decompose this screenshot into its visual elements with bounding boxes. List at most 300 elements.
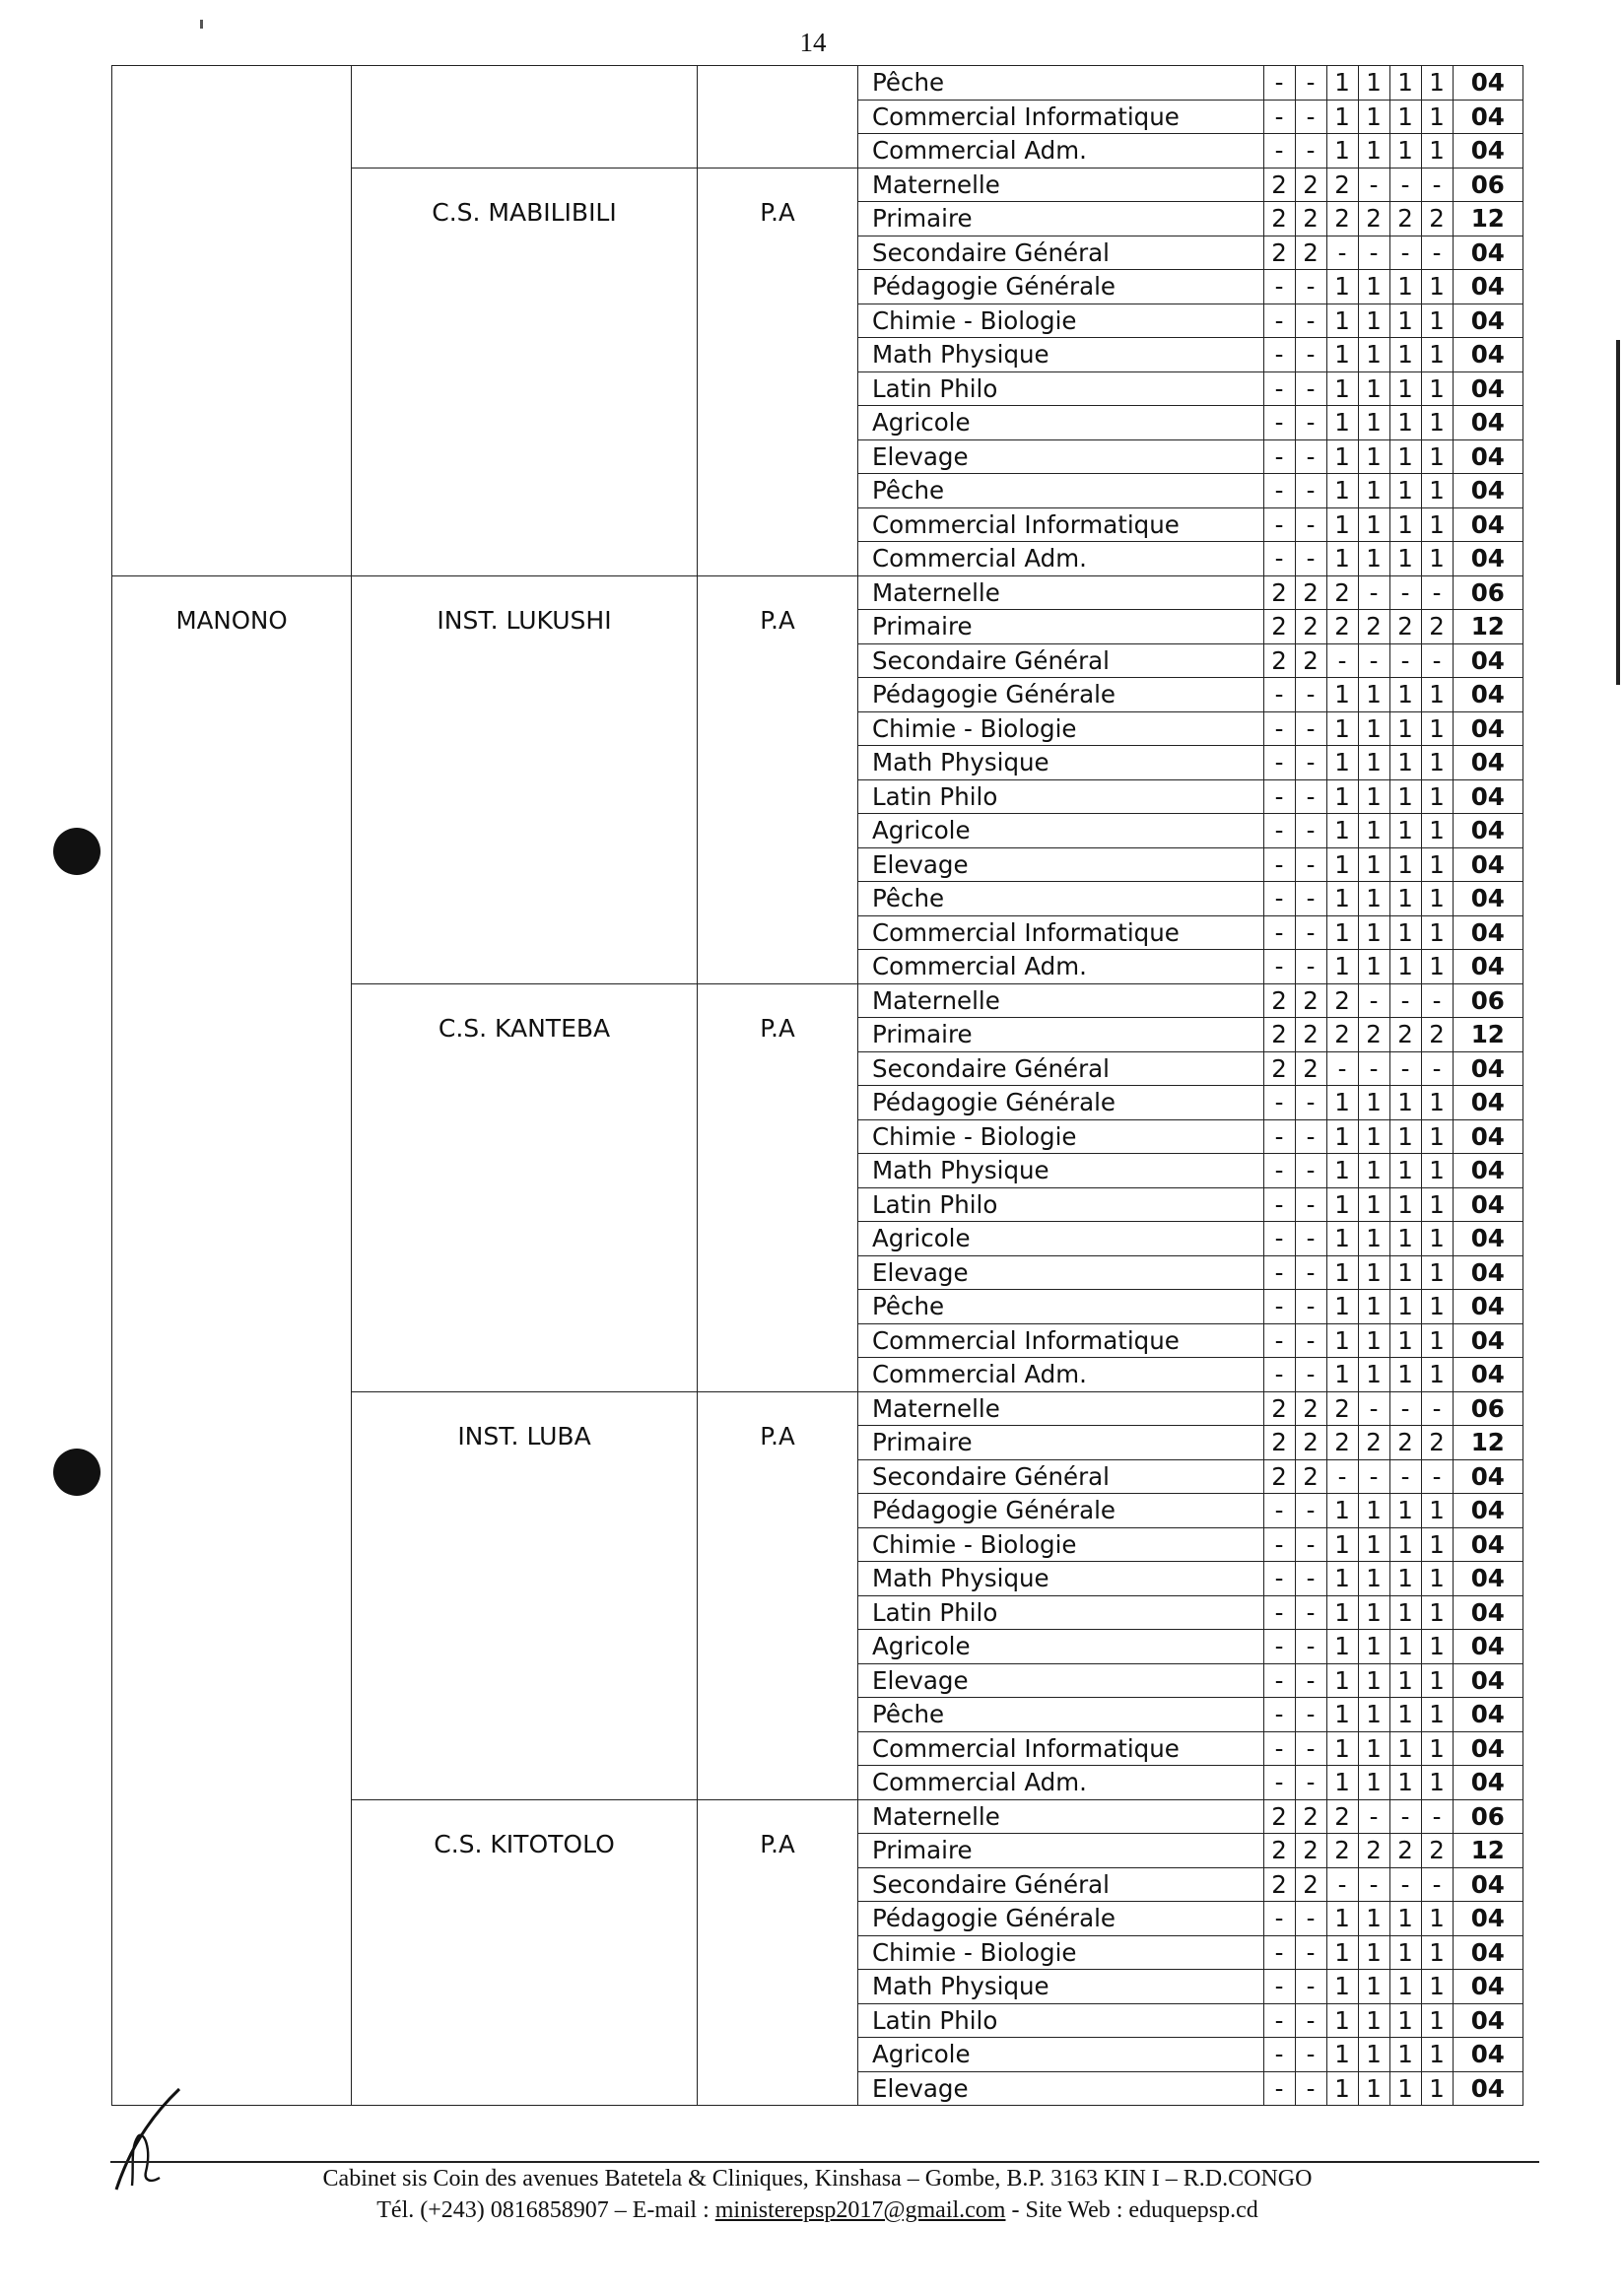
total-classes: 04 [1453, 711, 1522, 746]
option-name: Pédagogie Générale [858, 1494, 1264, 1528]
class-count-4: - [1358, 1867, 1389, 1902]
class-count-2: - [1295, 1290, 1326, 1324]
class-count-6: 1 [1421, 2038, 1453, 2072]
class-count-2: - [1295, 711, 1326, 746]
class-count-4: 1 [1358, 746, 1389, 780]
class-count-5: 1 [1389, 882, 1421, 916]
class-count-1: - [1263, 847, 1295, 882]
class-count-1: - [1263, 711, 1295, 746]
school-name-cell: INST. LUKUSHI [352, 575, 698, 983]
class-count-4: 1 [1358, 1119, 1389, 1154]
class-count-5: 1 [1389, 711, 1421, 746]
class-count-2: - [1295, 814, 1326, 848]
total-classes: 04 [1453, 678, 1522, 712]
class-count-4: - [1358, 643, 1389, 678]
class-count-2: - [1295, 1323, 1326, 1358]
total-classes: 04 [1453, 1051, 1522, 1086]
class-count-2: 2 [1295, 1799, 1326, 1834]
option-name: Latin Philo [858, 2003, 1264, 2038]
class-count-2: - [1295, 507, 1326, 542]
option-name: Math Physique [858, 338, 1264, 372]
class-count-2: - [1295, 66, 1326, 101]
total-classes: 04 [1453, 134, 1522, 169]
class-count-3: 1 [1326, 1902, 1358, 1936]
class-count-6: - [1421, 575, 1453, 610]
class-count-5: 1 [1389, 338, 1421, 372]
option-name: Commercial Adm. [858, 1766, 1264, 1800]
class-count-1: - [1263, 814, 1295, 848]
option-name: Pédagogie Générale [858, 678, 1264, 712]
class-count-6: 1 [1421, 474, 1453, 508]
total-classes: 12 [1453, 610, 1522, 644]
class-count-3: 2 [1326, 1391, 1358, 1426]
class-count-2: - [1295, 1698, 1326, 1732]
school-name-cell: INST. LUBA [352, 1391, 698, 1799]
class-count-6: 1 [1421, 746, 1453, 780]
total-classes: 04 [1453, 1562, 1522, 1596]
total-classes: 06 [1453, 575, 1522, 610]
class-count-6: 1 [1421, 1970, 1453, 2004]
territory-cell [112, 66, 352, 576]
class-count-4: 2 [1358, 1834, 1389, 1868]
class-count-6: 1 [1421, 1663, 1453, 1698]
option-name: Secondaire Général [858, 1051, 1264, 1086]
class-count-3: 1 [1326, 1935, 1358, 1970]
class-count-5: 1 [1389, 1902, 1421, 1936]
total-classes: 04 [1453, 1086, 1522, 1120]
class-count-4: 1 [1358, 1222, 1389, 1256]
class-count-1: - [1263, 338, 1295, 372]
class-count-6: - [1421, 168, 1453, 202]
class-count-5: 1 [1389, 304, 1421, 338]
option-name: Pédagogie Générale [858, 1902, 1264, 1936]
total-classes: 04 [1453, 1595, 1522, 1630]
class-count-4: - [1358, 168, 1389, 202]
class-count-3: 1 [1326, 882, 1358, 916]
option-name: Chimie - Biologie [858, 1119, 1264, 1154]
option-name: Math Physique [858, 1154, 1264, 1188]
total-classes: 04 [1453, 1358, 1522, 1392]
class-count-1: - [1263, 678, 1295, 712]
school-options-table [111, 65, 1523, 2106]
class-count-1: - [1263, 1154, 1295, 1188]
class-count-3: 1 [1326, 507, 1358, 542]
footer-phone: Tél. (+243) 0816858907 – E-mail : [376, 2197, 715, 2223]
class-count-5: - [1389, 575, 1421, 610]
class-count-3: 1 [1326, 1970, 1358, 2004]
class-count-4: 1 [1358, 304, 1389, 338]
class-count-6: - [1421, 1391, 1453, 1426]
class-count-2: - [1295, 406, 1326, 440]
class-count-4: 1 [1358, 882, 1389, 916]
class-count-6: 1 [1421, 915, 1453, 950]
class-count-3: 1 [1326, 950, 1358, 984]
class-count-5: - [1389, 236, 1421, 270]
class-count-4: 2 [1358, 610, 1389, 644]
option-name: Agricole [858, 406, 1264, 440]
option-name: Commercial Informatique [858, 1731, 1264, 1766]
class-count-2: 2 [1295, 1834, 1326, 1868]
class-count-6: 1 [1421, 406, 1453, 440]
class-count-4: 1 [1358, 711, 1389, 746]
class-count-4: 2 [1358, 202, 1389, 236]
total-classes: 04 [1453, 814, 1522, 848]
class-count-4: 2 [1358, 1018, 1389, 1052]
class-count-3: - [1326, 1459, 1358, 1494]
option-name: Secondaire Général [858, 643, 1264, 678]
class-count-4: 1 [1358, 847, 1389, 882]
class-count-1: - [1263, 100, 1295, 134]
option-name: Maternelle [858, 1391, 1264, 1426]
total-classes: 04 [1453, 1766, 1522, 1800]
class-count-3: 1 [1326, 2003, 1358, 2038]
class-count-4: 1 [1358, 814, 1389, 848]
total-classes: 04 [1453, 1255, 1522, 1290]
class-count-1: - [1263, 1630, 1295, 1664]
class-count-2: - [1295, 746, 1326, 780]
class-count-5: 1 [1389, 1255, 1421, 1290]
total-classes: 04 [1453, 1187, 1522, 1222]
class-count-2: - [1295, 338, 1326, 372]
class-count-6: 1 [1421, 1494, 1453, 1528]
class-count-6: 1 [1421, 1154, 1453, 1188]
total-classes: 04 [1453, 746, 1522, 780]
class-count-3: - [1326, 1051, 1358, 1086]
option-name: Primaire [858, 1426, 1264, 1460]
class-count-4: 1 [1358, 1358, 1389, 1392]
total-classes: 04 [1453, 1663, 1522, 1698]
class-count-4: - [1358, 1799, 1389, 1834]
class-count-2: - [1295, 1222, 1326, 1256]
class-count-3: 1 [1326, 1562, 1358, 1596]
class-count-6: 1 [1421, 779, 1453, 814]
class-count-4: 1 [1358, 1086, 1389, 1120]
class-count-6: - [1421, 643, 1453, 678]
class-count-3: 2 [1326, 575, 1358, 610]
class-count-2: - [1295, 474, 1326, 508]
class-count-1: - [1263, 1290, 1295, 1324]
class-count-5: - [1389, 983, 1421, 1018]
class-count-2: - [1295, 1086, 1326, 1120]
class-count-4: 1 [1358, 507, 1389, 542]
class-count-3: 2 [1326, 1018, 1358, 1052]
class-count-6: 1 [1421, 371, 1453, 406]
class-count-1: - [1263, 1595, 1295, 1630]
class-count-1: - [1263, 1562, 1295, 1596]
total-classes: 06 [1453, 983, 1522, 1018]
class-count-4: 1 [1358, 950, 1389, 984]
class-count-3: 1 [1326, 814, 1358, 848]
class-count-1: - [1263, 950, 1295, 984]
margin-mark [1616, 340, 1620, 685]
class-count-3: 2 [1326, 1834, 1358, 1868]
option-name: Math Physique [858, 1562, 1264, 1596]
class-count-4: 1 [1358, 134, 1389, 169]
class-count-4: 1 [1358, 2071, 1389, 2106]
class-count-3: 1 [1326, 1698, 1358, 1732]
class-count-5: 1 [1389, 406, 1421, 440]
class-count-1: - [1263, 1731, 1295, 1766]
class-count-6: 1 [1421, 270, 1453, 304]
class-count-4: - [1358, 1391, 1389, 1426]
class-count-4: 1 [1358, 474, 1389, 508]
class-count-6: 2 [1421, 1018, 1453, 1052]
footer-email-link[interactable]: ministerepsp2017@gmail.com [714, 2197, 1006, 2223]
total-classes: 04 [1453, 2038, 1522, 2072]
class-count-3: 1 [1326, 1222, 1358, 1256]
class-count-1: 2 [1263, 1426, 1295, 1460]
class-count-6: 1 [1421, 847, 1453, 882]
class-count-5: 1 [1389, 1290, 1421, 1324]
class-count-3: 1 [1326, 1663, 1358, 1698]
class-count-6: 1 [1421, 1630, 1453, 1664]
option-name: Chimie - Biologie [858, 1935, 1264, 1970]
class-count-4: 1 [1358, 1970, 1389, 2004]
class-count-6: 1 [1421, 338, 1453, 372]
option-name: Pêche [858, 1698, 1264, 1732]
option-name: Secondaire Général [858, 1459, 1264, 1494]
regime-cell: P.A [697, 1391, 857, 1799]
scan-mark [200, 20, 203, 29]
class-count-1: 2 [1263, 610, 1295, 644]
class-count-1: - [1263, 1766, 1295, 1800]
class-count-2: - [1295, 847, 1326, 882]
class-count-1: - [1263, 66, 1295, 101]
class-count-5: 1 [1389, 847, 1421, 882]
class-count-2: - [1295, 2038, 1326, 2072]
class-count-1: 2 [1263, 1834, 1295, 1868]
class-count-5: 1 [1389, 100, 1421, 134]
total-classes: 04 [1453, 1731, 1522, 1766]
class-count-5: 1 [1389, 1562, 1421, 1596]
class-count-1: - [1263, 2038, 1295, 2072]
class-count-4: 1 [1358, 1766, 1389, 1800]
class-count-1: - [1263, 1222, 1295, 1256]
class-count-5: 1 [1389, 2038, 1421, 2072]
class-count-6: 1 [1421, 678, 1453, 712]
total-classes: 12 [1453, 1834, 1522, 1868]
class-count-5: 1 [1389, 1086, 1421, 1120]
class-count-4: 2 [1358, 1426, 1389, 1460]
class-count-2: - [1295, 1663, 1326, 1698]
class-count-3: 1 [1326, 1119, 1358, 1154]
class-count-5: 2 [1389, 1018, 1421, 1052]
class-count-4: - [1358, 983, 1389, 1018]
total-classes: 06 [1453, 1391, 1522, 1426]
class-count-3: 2 [1326, 168, 1358, 202]
regime-cell: P.A [697, 983, 857, 1391]
class-count-1: - [1263, 304, 1295, 338]
class-count-4: 1 [1358, 1731, 1389, 1766]
class-count-5: 1 [1389, 1527, 1421, 1562]
class-count-1: - [1263, 2071, 1295, 2106]
class-count-4: 1 [1358, 1527, 1389, 1562]
class-count-2: - [1295, 1154, 1326, 1188]
class-count-2: - [1295, 1494, 1326, 1528]
class-count-4: 1 [1358, 1630, 1389, 1664]
class-count-2: - [1295, 1527, 1326, 1562]
option-name: Primaire [858, 1018, 1264, 1052]
class-count-1: 2 [1263, 1391, 1295, 1426]
total-classes: 06 [1453, 168, 1522, 202]
class-count-5: 1 [1389, 1595, 1421, 1630]
class-count-4: 1 [1358, 542, 1389, 576]
total-classes: 04 [1453, 371, 1522, 406]
class-count-1: - [1263, 1323, 1295, 1358]
total-classes: 04 [1453, 270, 1522, 304]
option-name: Elevage [858, 1255, 1264, 1290]
class-count-4: 1 [1358, 1290, 1389, 1324]
class-count-1: 2 [1263, 575, 1295, 610]
class-count-5: 1 [1389, 1970, 1421, 2004]
class-count-6: 1 [1421, 1086, 1453, 1120]
class-count-1: - [1263, 474, 1295, 508]
class-count-2: - [1295, 1766, 1326, 1800]
class-count-5: 1 [1389, 439, 1421, 474]
class-count-5: 1 [1389, 915, 1421, 950]
class-count-5: 1 [1389, 2003, 1421, 2038]
option-name: Primaire [858, 1834, 1264, 1868]
regime-cell: P.A [697, 575, 857, 983]
class-count-4: 1 [1358, 66, 1389, 101]
class-count-2: 2 [1295, 168, 1326, 202]
class-count-1: - [1263, 2003, 1295, 2038]
class-count-5: 2 [1389, 1426, 1421, 1460]
option-name: Elevage [858, 847, 1264, 882]
class-count-3: 1 [1326, 1187, 1358, 1222]
option-name: Primaire [858, 202, 1264, 236]
class-count-6: 1 [1421, 1562, 1453, 1596]
option-name: Math Physique [858, 1970, 1264, 2004]
total-classes: 04 [1453, 950, 1522, 984]
class-count-5: 1 [1389, 542, 1421, 576]
class-count-5: 1 [1389, 66, 1421, 101]
option-name: Elevage [858, 2071, 1264, 2106]
school-name-cell [352, 66, 698, 169]
table-row [112, 575, 1523, 610]
regime-cell: P.A [697, 168, 857, 575]
class-count-1: - [1263, 1358, 1295, 1392]
class-count-1: - [1263, 915, 1295, 950]
class-count-6: 1 [1421, 1595, 1453, 1630]
class-count-5: 1 [1389, 950, 1421, 984]
class-count-3: 2 [1326, 610, 1358, 644]
class-count-6: 1 [1421, 950, 1453, 984]
class-count-3: - [1326, 1867, 1358, 1902]
class-count-3: 1 [1326, 1731, 1358, 1766]
class-count-2: - [1295, 1187, 1326, 1222]
class-count-1: 2 [1263, 168, 1295, 202]
class-count-6: 1 [1421, 1255, 1453, 1290]
class-count-2: - [1295, 882, 1326, 916]
total-classes: 04 [1453, 1698, 1522, 1732]
class-count-5: 1 [1389, 1494, 1421, 1528]
total-classes: 04 [1453, 779, 1522, 814]
option-name: Maternelle [858, 168, 1264, 202]
class-count-4: - [1358, 1459, 1389, 1494]
total-classes: 12 [1453, 1426, 1522, 1460]
option-name: Commercial Informatique [858, 100, 1264, 134]
total-classes: 04 [1453, 1970, 1522, 2004]
option-name: Pédagogie Générale [858, 270, 1264, 304]
class-count-3: 1 [1326, 1255, 1358, 1290]
class-count-2: - [1295, 950, 1326, 984]
class-count-6: 2 [1421, 1834, 1453, 1868]
option-name: Primaire [858, 610, 1264, 644]
option-name: Pêche [858, 66, 1264, 101]
option-name: Latin Philo [858, 1595, 1264, 1630]
class-count-1: - [1263, 439, 1295, 474]
class-count-4: 1 [1358, 2003, 1389, 2038]
class-count-6: 1 [1421, 1323, 1453, 1358]
class-count-6: 1 [1421, 542, 1453, 576]
class-count-2: - [1295, 1119, 1326, 1154]
class-count-5: - [1389, 1051, 1421, 1086]
class-count-3: 1 [1326, 746, 1358, 780]
option-name: Agricole [858, 814, 1264, 848]
class-count-2: - [1295, 542, 1326, 576]
class-count-2: - [1295, 1935, 1326, 1970]
class-count-4: 1 [1358, 371, 1389, 406]
class-count-6: - [1421, 1459, 1453, 1494]
class-count-3: 2 [1326, 1799, 1358, 1834]
class-count-2: - [1295, 270, 1326, 304]
class-count-3: 1 [1326, 542, 1358, 576]
class-count-2: - [1295, 1902, 1326, 1936]
total-classes: 04 [1453, 1222, 1522, 1256]
class-count-4: 1 [1358, 1663, 1389, 1698]
class-count-1: - [1263, 542, 1295, 576]
class-count-3: 1 [1326, 1154, 1358, 1188]
class-count-2: - [1295, 1255, 1326, 1290]
class-count-5: 1 [1389, 1663, 1421, 1698]
class-count-5: 1 [1389, 779, 1421, 814]
total-classes: 12 [1453, 1018, 1522, 1052]
total-classes: 04 [1453, 304, 1522, 338]
class-count-5: 2 [1389, 202, 1421, 236]
class-count-4: 1 [1358, 1562, 1389, 1596]
class-count-6: 2 [1421, 202, 1453, 236]
total-classes: 04 [1453, 1459, 1522, 1494]
class-count-2: 2 [1295, 610, 1326, 644]
class-count-1: - [1263, 1902, 1295, 1936]
class-count-4: 1 [1358, 100, 1389, 134]
total-classes: 04 [1453, 1902, 1522, 1936]
class-count-6: 1 [1421, 2003, 1453, 2038]
class-count-3: 1 [1326, 134, 1358, 169]
class-count-4: 1 [1358, 1494, 1389, 1528]
class-count-6: 2 [1421, 1426, 1453, 1460]
total-classes: 04 [1453, 542, 1522, 576]
class-count-3: 1 [1326, 847, 1358, 882]
class-count-1: - [1263, 882, 1295, 916]
class-count-3: 1 [1326, 338, 1358, 372]
class-count-3: 1 [1326, 678, 1358, 712]
class-count-3: 1 [1326, 1595, 1358, 1630]
class-count-2: - [1295, 100, 1326, 134]
class-count-6: 1 [1421, 1935, 1453, 1970]
class-count-4: 1 [1358, 678, 1389, 712]
class-count-1: - [1263, 371, 1295, 406]
class-count-6: 1 [1421, 66, 1453, 101]
class-count-2: 2 [1295, 1426, 1326, 1460]
class-count-3: 1 [1326, 270, 1358, 304]
total-classes: 04 [1453, 474, 1522, 508]
class-count-4: 1 [1358, 439, 1389, 474]
class-count-4: 1 [1358, 915, 1389, 950]
total-classes: 04 [1453, 66, 1522, 101]
total-classes: 04 [1453, 100, 1522, 134]
